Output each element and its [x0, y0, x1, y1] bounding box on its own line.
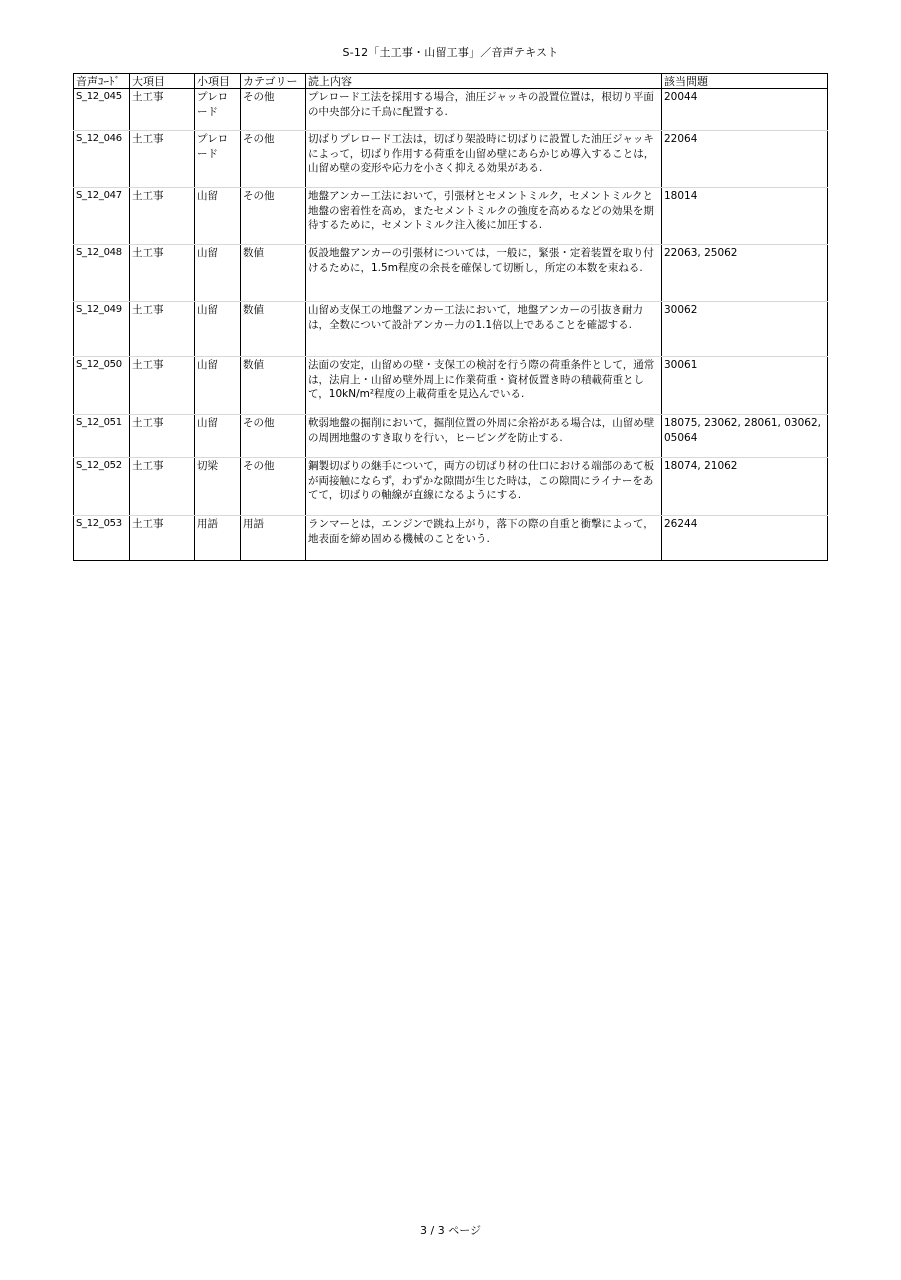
cell-category: その他 — [241, 89, 306, 131]
cell-related-questions: 26244 — [662, 516, 828, 561]
cell-category: その他 — [241, 458, 306, 516]
cell-major-item: 土工事 — [130, 89, 195, 131]
cell-related-questions: 18074, 21062 — [662, 458, 828, 516]
table-row — [74, 89, 828, 131]
cell-minor-item: 山留 — [195, 245, 241, 302]
column-header-major-item: 大項目 — [130, 74, 195, 89]
cell-major-item: 土工事 — [130, 131, 195, 188]
column-header-minor-item: 小項目 — [195, 74, 241, 89]
cell-reading: 法面の安定，山留めの壁・支保工の検討を行う際の荷重条件として，通常は，法肩上・山留め壁外周上に作業荷重・資材仮置き時の積載荷重として，10kN/m²程度の上載荷重を見込んでいる. — [306, 357, 662, 415]
cell-reading: 切ばりプレロード工法は，切ばり架設時に切ばりに設置した油圧ジャッキによって，切ばり作用する荷重を山留め壁にあらかじめ導入することは，山留め壁の変形や応力を小さく抑える効果がある. — [306, 131, 662, 188]
cell-major-item: 土工事 — [130, 415, 195, 458]
cell-category: 数値 — [241, 357, 306, 415]
cell-minor-item: 山留 — [195, 357, 241, 415]
cell-minor-item: 山留 — [195, 415, 241, 458]
cell-major-item: 土工事 — [130, 245, 195, 302]
table-row — [74, 245, 828, 302]
cell-related-questions: 30062 — [662, 302, 828, 357]
page-footer: 3 / 3 ページ — [420, 1224, 481, 1237]
cell-major-item: 土工事 — [130, 188, 195, 245]
cell-category: その他 — [241, 131, 306, 188]
cell-major-item: 土工事 — [130, 357, 195, 415]
cell-reading: プレロード工法を採用する場合，油圧ジャッキの設置位置は，根切り平面の中央部分に千鳥に配置する. — [306, 89, 662, 131]
cell-reading: 鋼製切ばりの継手について，両方の切ばり材の仕口における端部のあて板が両接触にならず，わずかな隙間が生じた時は，この隙間にライナーをあてて，切ばりの軸線が直線になるようにする. — [306, 458, 662, 516]
cell-code: S_12_050 — [74, 357, 130, 415]
cell-minor-item: 山留 — [195, 188, 241, 245]
cell-reading: 山留め支保工の地盤アンカー工法において，地盤アンカーの引抜き耐力は，全数について設計アンカー力の1.1倍以上であることを確認する. — [306, 302, 662, 357]
cell-minor-item: プレロード — [195, 131, 241, 188]
cell-code: S_12_051 — [74, 415, 130, 458]
column-header-category: カテゴリー — [241, 74, 306, 89]
cell-related-questions: 18075, 23062, 28061, 03062, 05064 — [662, 415, 828, 458]
cell-category: 数値 — [241, 245, 306, 302]
cell-category: その他 — [241, 415, 306, 458]
cell-related-questions: 30061 — [662, 357, 828, 415]
column-header-related-questions: 該当問題 — [662, 74, 828, 89]
cell-major-item: 土工事 — [130, 302, 195, 357]
cell-related-questions: 22064 — [662, 131, 828, 188]
cell-reading: ランマーとは，エンジンで跳ね上がり，落下の際の自重と衝撃によって，地表面を締め固める機械のことをいう. — [306, 516, 662, 561]
cell-category: 数値 — [241, 302, 306, 357]
cell-reading: 軟弱地盤の掘削において，掘削位置の外周に余裕がある場合は，山留め壁の周囲地盤のすき取りを行い，ヒービングを防止する. — [306, 415, 662, 458]
table-row — [74, 131, 828, 188]
table-row — [74, 458, 828, 516]
cell-reading: 地盤アンカー工法において，引張材とセメントミルク，セメントミルクと地盤の密着性を高め，またセメントミルクの強度を高めるなどの効果を期待するために，セメントミルク注入後に加圧する. — [306, 188, 662, 245]
cell-related-questions: 20044 — [662, 89, 828, 131]
cell-related-questions: 22063, 25062 — [662, 245, 828, 302]
cell-code: S_12_048 — [74, 245, 130, 302]
table-row — [74, 357, 828, 415]
cell-minor-item: 山留 — [195, 302, 241, 357]
page-title: S-12「土工事・山留工事」／音声テキスト — [342, 46, 559, 59]
table-row — [74, 516, 828, 561]
cell-code: S_12_053 — [74, 516, 130, 561]
column-header-reading: 読上内容 — [306, 74, 662, 89]
cell-code: S_12_052 — [74, 458, 130, 516]
column-header-code: 音声ｺｰﾄﾞ — [74, 74, 130, 89]
cell-minor-item: 切梁 — [195, 458, 241, 516]
cell-category: その他 — [241, 188, 306, 245]
cell-minor-item: 用語 — [195, 516, 241, 561]
cell-code: S_12_045 — [74, 89, 130, 131]
cell-major-item: 土工事 — [130, 458, 195, 516]
cell-reading: 仮設地盤アンカーの引張材については，一般に，緊張・定着装置を取り付けるために，1.5m程度の余長を確保して切断し，所定の本数を束ねる. — [306, 245, 662, 302]
table-row — [74, 302, 828, 357]
table-row — [74, 415, 828, 458]
cell-code: S_12_046 — [74, 131, 130, 188]
table-header-row — [74, 74, 828, 89]
voice-text-table — [73, 73, 828, 561]
cell-minor-item: プレロード — [195, 89, 241, 131]
cell-major-item: 土工事 — [130, 516, 195, 561]
cell-category: 用語 — [241, 516, 306, 561]
cell-related-questions: 18014 — [662, 188, 828, 245]
table-row — [74, 188, 828, 245]
cell-code: S_12_047 — [74, 188, 130, 245]
cell-code: S_12_049 — [74, 302, 130, 357]
